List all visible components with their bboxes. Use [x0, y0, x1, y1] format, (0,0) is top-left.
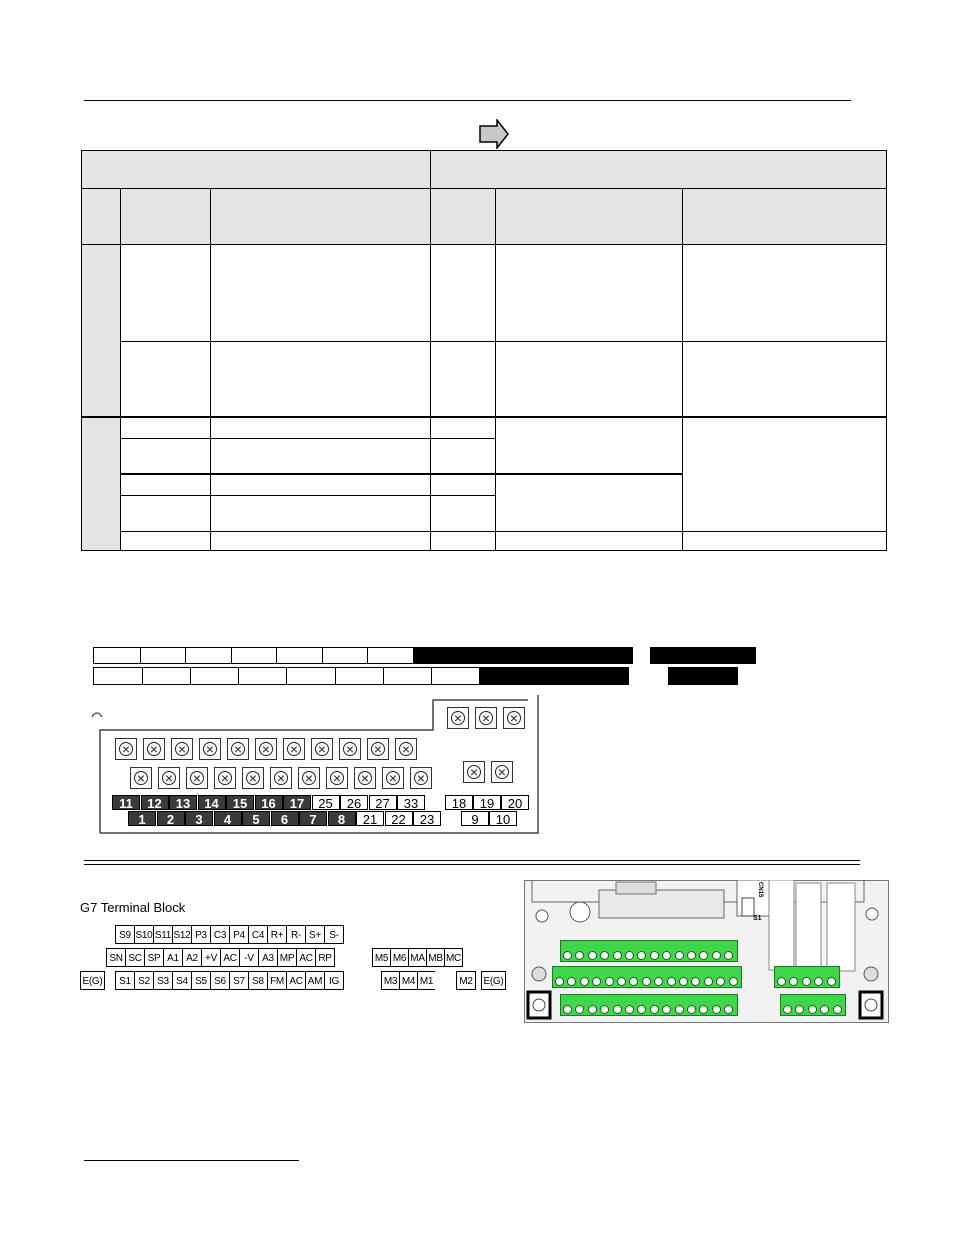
g7-terminal: S6 — [210, 971, 230, 990]
terminal-screw-icon — [382, 767, 404, 789]
g7-terminal: M4 — [399, 971, 418, 990]
table-rule — [682, 188, 683, 550]
terminal-strip-upper — [93, 647, 632, 664]
table-rule — [120, 473, 682, 475]
section-rule-2 — [84, 864, 860, 865]
g7-terminal: IG — [324, 971, 344, 990]
g7-terminal: R- — [286, 925, 306, 944]
g7-title: G7 Terminal Block — [80, 900, 186, 915]
terminal-screw-icon — [617, 977, 626, 986]
g7-terminal: S8 — [248, 971, 268, 990]
terminal-screw-icon — [410, 767, 432, 789]
table-rule — [82, 244, 886, 245]
top-rule — [84, 100, 851, 101]
terminal-number: 23 — [413, 811, 441, 826]
terminal-screw-icon — [158, 767, 180, 789]
table-rule — [495, 188, 496, 550]
terminal-screw-icon — [650, 1005, 659, 1014]
g7-terminal: P4 — [229, 925, 249, 944]
terminal-screw-icon — [588, 1005, 597, 1014]
terminal-screw-icon — [675, 1005, 684, 1014]
g7-terminal: M2 — [456, 971, 476, 990]
footnote-rule — [84, 1160, 299, 1161]
terminal-screw-icon — [199, 738, 221, 760]
terminal-screw-icon — [227, 738, 249, 760]
g7-terminal: AC — [296, 948, 316, 967]
table-rule — [120, 438, 495, 439]
terminal-screw-icon — [729, 977, 738, 986]
terminal-screw-icon — [326, 767, 348, 789]
terminal-screw-icon — [283, 738, 305, 760]
terminal-screw-icon — [675, 951, 684, 960]
terminal-number: 5 — [242, 811, 270, 826]
table-header-band — [82, 151, 886, 245]
terminal-number: 26 — [340, 795, 368, 810]
g7-ground-right: E(G) — [481, 971, 506, 990]
switch-label: S1 — [753, 915, 762, 922]
right-arrow-icon — [478, 119, 510, 149]
terminal-strip-lower-right — [668, 667, 737, 685]
terminal-screw-icon — [503, 707, 525, 729]
terminal-screw-icon — [555, 977, 564, 986]
terminal-screw-icon — [613, 951, 622, 960]
g7-terminal: MB — [426, 948, 445, 967]
terminal-screw-icon — [242, 767, 264, 789]
terminal-screw-icon — [802, 977, 811, 986]
g7-terminal: S10 — [134, 925, 154, 944]
terminal-screw-icon — [130, 767, 152, 789]
table-rule — [120, 495, 495, 496]
terminal-screw-icon — [777, 977, 786, 986]
terminal-screw-icon — [704, 977, 713, 986]
terminal-screw-icon — [298, 767, 320, 789]
terminal-number: 7 — [299, 811, 327, 826]
terminal-screw-icon — [143, 738, 165, 760]
terminal-number: 18 — [445, 795, 473, 810]
terminal-number: 8 — [328, 811, 356, 826]
terminal-strip-lower — [93, 667, 628, 685]
terminal-number: 15 — [226, 795, 254, 810]
connector-label: CN15 — [757, 882, 763, 898]
g7-terminal: A3 — [258, 948, 278, 967]
terminal-screw-icon — [475, 707, 497, 729]
terminal-number: 16 — [255, 795, 283, 810]
terminal-screw-icon — [563, 951, 572, 960]
g7-terminal: -V — [239, 948, 259, 967]
g7-terminal: SN — [106, 948, 126, 967]
g7-terminal: S4 — [172, 971, 192, 990]
terminal-number: 2 — [157, 811, 185, 826]
g7-terminal: AC — [286, 971, 306, 990]
terminal-screw-icon — [395, 738, 417, 760]
table-group-column — [82, 245, 120, 550]
g7-terminal: A1 — [163, 948, 183, 967]
terminal-number: 19 — [473, 795, 501, 810]
g7-terminal: M3 — [381, 971, 400, 990]
terminal-number: 21 — [356, 811, 384, 826]
terminal-number: 27 — [369, 795, 397, 810]
terminal-screw-icon — [171, 738, 193, 760]
terminal-screw-icon — [311, 738, 333, 760]
g7-terminal: MC — [444, 948, 463, 967]
terminal-screw-icon — [588, 951, 597, 960]
terminal-screw-icon — [491, 761, 513, 783]
g7-terminal: C3 — [210, 925, 230, 944]
terminal-screw-icon — [808, 1005, 817, 1014]
g7-terminal: S11 — [153, 925, 173, 944]
terminal-screw-icon — [625, 951, 634, 960]
table-rule — [210, 188, 211, 550]
terminal-screw-icon — [642, 977, 651, 986]
terminal-screw-icon — [783, 1005, 792, 1014]
terminal-number: 1 — [128, 811, 156, 826]
terminal-screw-icon — [186, 767, 208, 789]
terminal-screw-icon — [650, 951, 659, 960]
green-terminal-block — [560, 994, 738, 1016]
table-rule — [120, 531, 886, 532]
section-rule-1 — [84, 860, 860, 861]
terminal-figure — [88, 695, 543, 835]
terminal-screw-icon — [339, 738, 361, 760]
g7-terminal: AC — [220, 948, 240, 967]
terminal-screw-icon — [115, 738, 137, 760]
g7-terminal: S3 — [153, 971, 173, 990]
terminal-screw-icon — [367, 738, 389, 760]
terminal-screw-icon — [580, 977, 589, 986]
g7-terminal: +V — [201, 948, 221, 967]
terminal-screw-icon — [827, 977, 836, 986]
terminal-screw-icon — [833, 1005, 842, 1014]
terminal-number: 13 — [169, 795, 197, 810]
terminal-screw-icon — [613, 1005, 622, 1014]
terminal-screw-icon — [447, 707, 469, 729]
g7-terminal: S12 — [172, 925, 192, 944]
g7-terminal: S- — [324, 925, 344, 944]
terminal-screw-icon — [625, 1005, 634, 1014]
g7-terminal: M6 — [390, 948, 409, 967]
terminal-screw-icon — [605, 977, 614, 986]
terminal-number: 10 — [489, 811, 517, 826]
terminal-screw-icon — [687, 951, 696, 960]
terminal-number: 6 — [271, 811, 299, 826]
terminal-number: 4 — [214, 811, 242, 826]
terminal-number: 17 — [283, 795, 311, 810]
terminal-number: 14 — [198, 795, 226, 810]
terminal-number: 9 — [461, 811, 489, 826]
g7-terminal: S1 — [115, 971, 135, 990]
terminal-number: 25 — [312, 795, 340, 810]
terminal-screw-icon — [712, 1005, 721, 1014]
terminal-screw-icon — [667, 977, 676, 986]
terminal-screw-icon — [255, 738, 277, 760]
g7-terminal: M5 — [372, 948, 391, 967]
g7-terminal: P3 — [191, 925, 211, 944]
g7-terminal: AM — [305, 971, 325, 990]
terminal-screw-icon — [712, 951, 721, 960]
g7-terminal: SC — [125, 948, 145, 967]
terminal-screw-icon — [687, 1005, 696, 1014]
g7-terminal: A2 — [182, 948, 202, 967]
terminal-number: 22 — [385, 811, 413, 826]
terminal-number: 12 — [141, 795, 169, 810]
terminal-number: 3 — [185, 811, 213, 826]
terminal-screw-icon — [463, 761, 485, 783]
table-rule — [430, 151, 431, 550]
table-rule — [82, 416, 886, 418]
g7-terminal: S+ — [305, 925, 325, 944]
table-rule — [82, 188, 886, 189]
comparison-table — [81, 150, 887, 551]
terminal-screw-icon — [270, 767, 292, 789]
terminal-strip-upper-right — [650, 647, 755, 664]
g7-terminal: S7 — [229, 971, 249, 990]
g7-terminal: SP — [144, 948, 164, 967]
table-rule — [120, 341, 886, 342]
g7-ground-left: E(G) — [80, 971, 105, 990]
terminal-number: 33 — [397, 795, 425, 810]
g7-terminal-blank — [435, 971, 457, 990]
g7-terminal: S9 — [115, 925, 135, 944]
board-photo — [524, 880, 889, 1023]
g7-terminal: C4 — [248, 925, 268, 944]
g7-terminal: MA — [408, 948, 427, 967]
g7-terminal: S5 — [191, 971, 211, 990]
terminal-number: 20 — [501, 795, 529, 810]
g7-terminal: FM — [267, 971, 287, 990]
green-terminal-block — [560, 940, 738, 962]
terminal-screw-icon — [214, 767, 236, 789]
terminal-screw-icon — [354, 767, 376, 789]
g7-terminal: RP — [315, 948, 335, 967]
terminal-screw-icon — [679, 977, 688, 986]
terminal-number: 11 — [112, 795, 140, 810]
terminal-screw-icon — [563, 1005, 572, 1014]
g7-terminal: S2 — [134, 971, 154, 990]
g7-terminal: M1 — [417, 971, 436, 990]
g7-terminal: MP — [277, 948, 297, 967]
table-rule — [120, 188, 121, 550]
g7-terminal: R+ — [267, 925, 287, 944]
